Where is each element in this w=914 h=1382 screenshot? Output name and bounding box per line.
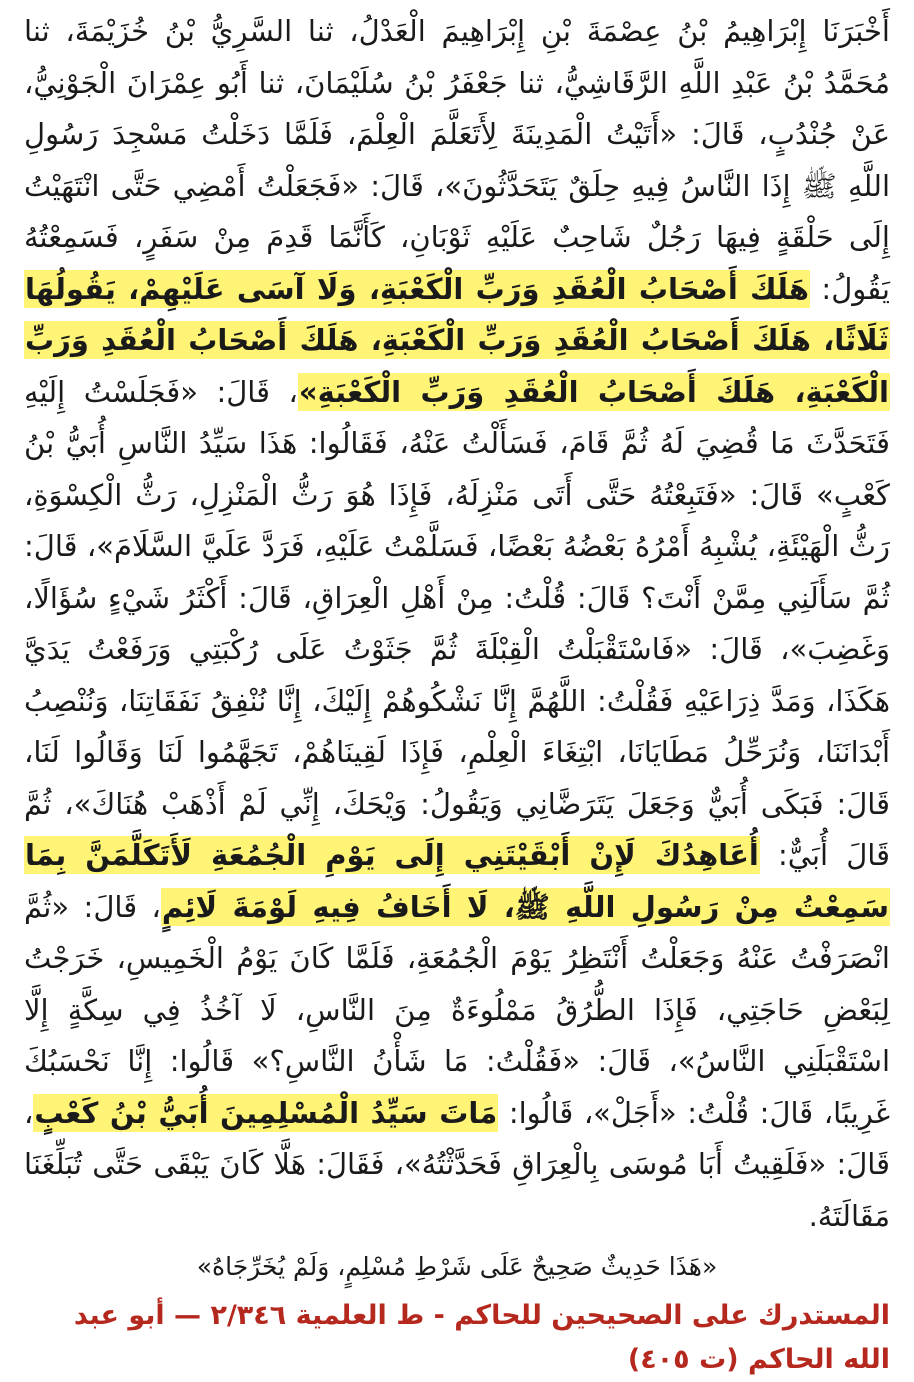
hadith-text <box>24 6 890 1242</box>
hadith-part-1: أَخْبَرَنَا إِبْرَاهِيمُ بْنُ عِصْمَةَ بْنِ إِبْرَاهِيمَ الْعَدْلُ، ثنا السَّرِيُّ بْنُ خُزَيْمَةَ، ثنا مُحَمَّدُ بْنُ عَبْدِ اللَّهِ الرَّقَاشِيُّ، ثنا جَعْفَرُ بْنُ سُلَيْمَانَ، ثنا أَبُو عِمْرَانَ الْجَوْنِيُّ، عَنْ جُنْدُبٍ، قَالَ: «أَتَيْتُ الْمَدِينَةَ لِأَتَعَلَّمَ الْعِلْمَ، فَلَمَّا دَخَلْتُ مَسْجِدَ رَسُولِ اللَّهِ ﷺ إِذَا النَّاسُ فِيهِ حِلَقٌ يَتَحَدَّثُونَ»، قَالَ: «فَجَعَلْتُ أَمْضِي حَتَّى انْتَهَيْتُ إِلَى حَلْقَةٍ فِيهَا رَجُلٌ شَاحِبٌ عَلَيْهِ ثَوْبَانِ، كَأَنَّمَا قَدِمَ مِنْ سَفَرٍ، فَسَمِعْتُهُ يَقُولُ: <box>24 14 890 306</box>
highlight-oath: أُعَاهِدُكَ لَإِنْ أَبْقَيْتَنِي إِلَى يَوْمِ الْجُمُعَةِ لَأَتَكَلَّمَنَّ بِمَا سَمِعْتُ مِنْ رَسُولِ اللَّهِ ﷺ، لَا أَخَافُ فِيهِ لَوْمَةَ لَائِمٍ <box>25 838 889 924</box>
highlight-death: مَاتَ سَيِّدُ الْمُسْلِمِينَ أُبَيُّ بْنُ كَعْبٍ <box>34 1095 498 1130</box>
highlight-halaka: هَلَكَ أَصْحَابُ الْعُقَدِ وَرَبِّ الْكَعْبَةِ، وَلَا آسَى عَلَيْهِمْ، يَقُولُهَا ثَلَاثًا، هَلَكَ أَصْحَابُ الْعُقَدِ وَرَبِّ الْكَعْبَةِ، هَلَكَ أَصْحَابُ الْعُقَدِ وَرَبِّ الْكَعْبَةِ، هَلَكَ أَصْحَابُ الْعُقَدِ وَرَبِّ الْكَعْبَةِ» <box>25 271 889 409</box>
authenticity-verdict: «هَذَا حَدِيثٌ صَحِيحٌ عَلَى شَرْطِ مُسْلِمٍ، وَلَمْ يُخَرِّجَاهُ» <box>196 1252 718 1281</box>
hadith-part-3: ، قَالَ: «ثُمَّ انْصَرَفْتُ عَنْهُ وَجَعَلْتُ أَنْتَظِرُ يَوْمَ الْجُمُعَةِ، فَلَمَّا كَانَ يَوْمُ الْخَمِيسِ، خَرَجْتُ لِبَعْضِ حَاجَتِي، فَإِذَا الطُّرُقُ مَمْلُوءَةٌ مِنَ النَّاسِ، لَا آخُذُ فِي سِكَّةٍ إِلَّا اسْتَقْبَلَنِي النَّاسُ»، قَالَ: «فَقُلْتُ: مَا شَأْنُ النَّاسِ؟» قَالُوا: إِنَّا نَحْسَبُكَ غَرِيبًا، قَالَ: قُلْتُ: «أَجَلْ»، قَالُوا: <box>24 889 890 1130</box>
source-citation: المستدرك على الصحيحين للحاكم - ط العلمية ٢/٣٤٦ — أبو عبد الله الحاكم (ت ٤٠٥) <box>73 1300 890 1375</box>
hadith-part-4: ، قَالَ: «فَلَقِيتُ أَبَا مُوسَى بِالْعِرَاقِ فَحَدَّثْتُهُ»، فَقَالَ: هَلَّا كَانَ يَبْقَى حَتَّى تُبَلِّغَنَا مَقَالَتَهُ. <box>24 1095 890 1233</box>
hadith-part-2: ، قَالَ: «فَجَلَسْتُ إِلَيْهِ فَتَحَدَّثَ مَا قُضِيَ لَهُ ثُمَّ قَامَ، فَسَأَلْتُ عَنْهُ، فَقَالُوا: هَذَا سَيِّدُ النَّاسِ أُبَيُّ بْنُ كَعْبٍ» قَالَ: «فَتَبِعْتُهُ حَتَّى أَتَى مَنْزِلَهُ، فَإِذَا هُوَ رَثُّ الْمَنْزِلِ، رَثُّ الْكِسْوَةِ، رَثُّ الْهَيْئَةِ، يُشْبِهُ أَمْرُهُ بَعْضُهُ بَعْضًا، فَسَلَّمْتُ عَلَيْهِ، فَرَدَّ عَلَيَّ السَّلَامَ»، قَالَ: ثُمَّ سَأَلَنِي مِمَّنْ أَنْتَ؟ قَالَ: قُلْتُ: مِنْ أَهْلِ الْعِرَاقِ، قَالَ: أَكْثَرُ شَيْءٍ سُؤَالًا، وَغَضِبَ»، قَالَ: «فَاسْتَقْبَلْتُ الْقِبْلَةَ ثُمَّ جَثَوْتُ عَلَى رُكْبَتِي وَرَفَعْتُ يَدَيَّ هَكَذَا، وَمَدَّ ذِرَاعَيْهِ فَقُلْتُ: اللَّهُمَّ إِنَّا نَشْكُوهُمْ إِلَيْكَ، إِنَّا نُنْفِقُ نَفَقَاتِنَا، وَنُنْصِبُ أَبْدَانَنَا، وَنُرَحِّلُ مَطَايَانَا، ابْتِغَاءَ الْعِلْمِ، فَإِذَا لَقِينَاهُمْ، تَجَهَّمُوا لَنَا وَقَالُوا لَنَا، قَالَ: فَبَكَى أُبَيٌّ وَجَعَلَ يَتَرَضَّانِي وَيَقُولُ: وَيْحَكَ، إِنِّي لَمْ أَذْهَبْ هُنَاكَ»، ثُمَّ قَالَ أُبَيٌّ: <box>24 374 890 872</box>
